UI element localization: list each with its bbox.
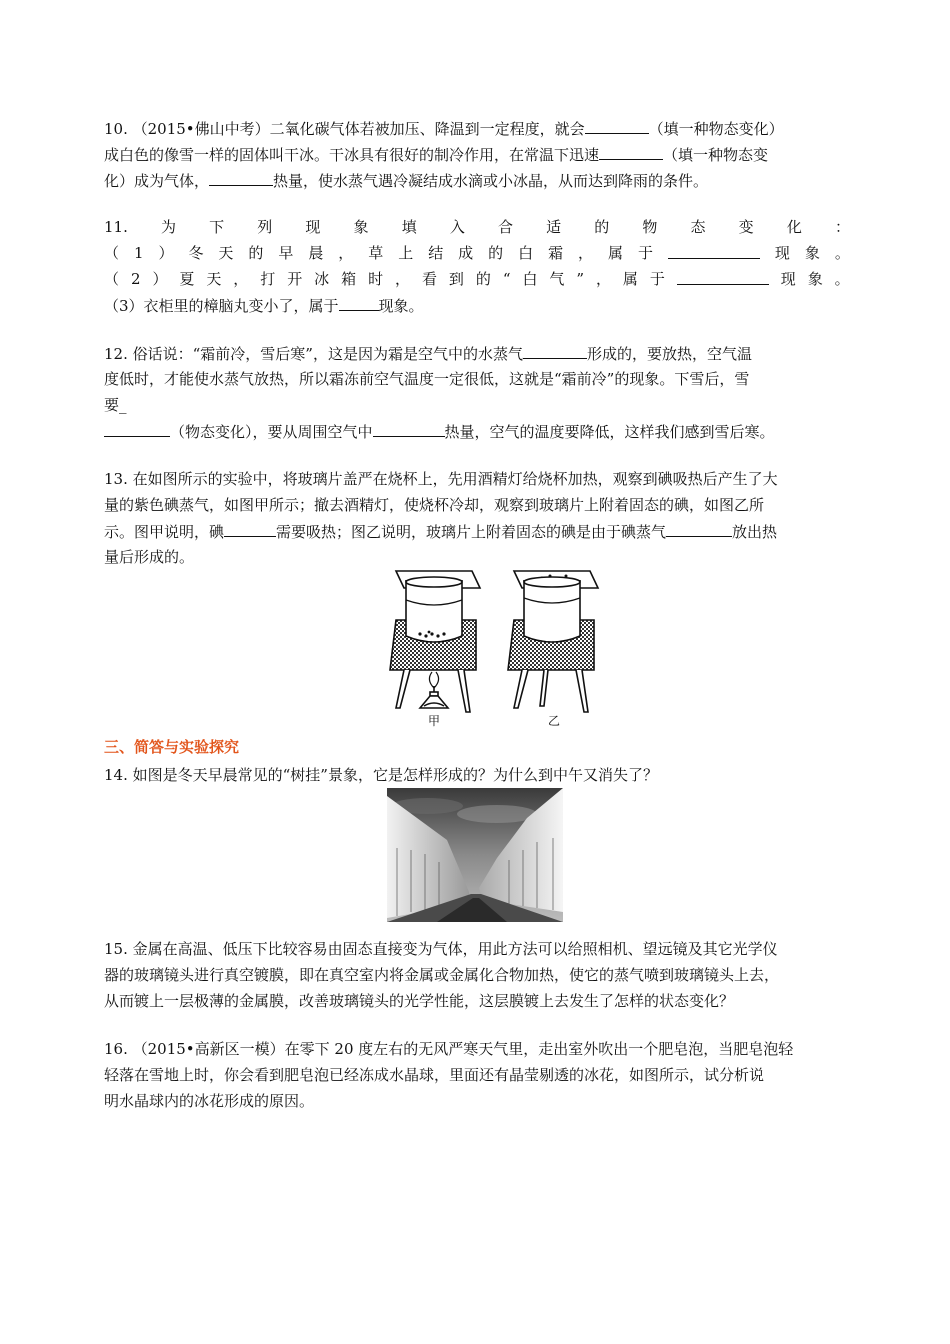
- q11-blank-2: [677, 266, 769, 285]
- q11-line-2: [104, 240, 850, 266]
- q11-char: “: [502, 270, 511, 288]
- q11-char: 的: [475, 270, 491, 288]
- stand-leg-a2: [458, 670, 470, 712]
- q11-char: ，: [338, 244, 354, 262]
- question-15: [104, 936, 850, 1014]
- q11-char: 看: [421, 270, 437, 288]
- q11-char: ，: [233, 270, 249, 288]
- alcohol-lamp: [420, 672, 448, 708]
- q11-char: 变: [738, 218, 754, 236]
- q12-blank-1: [523, 340, 587, 359]
- figure-label-b: 乙: [548, 714, 561, 728]
- q11-char: ，: [595, 270, 611, 288]
- q10-text-2b: （填一种物态变: [663, 146, 769, 164]
- q11-char: 为: [160, 218, 176, 236]
- stand-leg-a1: [396, 670, 410, 708]
- q15-text-2: 器的玻璃镜头进行真空镀膜，即在真空室内将金属或金属化合物加热，使它的蒸气喷到玻璃镜头上去，: [104, 966, 780, 984]
- q11-char: 到: [448, 270, 464, 288]
- q10-blank-1: [585, 115, 649, 134]
- q13-text-3a: 示。图甲说明，碘: [104, 523, 225, 541]
- q11-char: 的: [488, 244, 504, 262]
- q11-char: 冬: [188, 244, 204, 262]
- q10-text-3a: 化）成为气体，: [104, 172, 210, 190]
- q11-char: 。: [834, 270, 850, 288]
- beaker-b: [524, 580, 580, 642]
- question-16: [104, 1036, 850, 1114]
- q15-text-3: 从而镀上一层极薄的金属膜，改善玻璃镜头的光学性能，这层膜镀上去发生了怎样的状态变化？: [104, 992, 735, 1010]
- q13-blank-2: [666, 518, 732, 537]
- q13-text-2: 量的紫色碘蒸气，如图甲所示；撤去酒精灯，使烧杯冷却，观察到玻璃片上附着固态的碘，如图乙所: [104, 496, 765, 514]
- q12-text-4b: 热量，空气的温度要降低，这样我们感到雪后寒。: [444, 423, 775, 441]
- question-13: [104, 466, 850, 570]
- q16-text-3: 明水晶球内的冰花形成的原因。: [104, 1092, 315, 1110]
- q12-text-1a: 12. 俗话说：“霜前冷，雪后寒”，这是因为霜是空气中的水蒸气: [104, 345, 523, 363]
- q11-text-4a: （3）衣柜里的樟脑丸变小了，属于: [104, 297, 339, 315]
- q11-char: 物: [642, 218, 658, 236]
- q11-char: 天: [206, 270, 222, 288]
- q11-char: 合: [497, 218, 513, 236]
- q11-char: ”: [576, 270, 585, 288]
- q11-char: 入: [449, 218, 465, 236]
- q11-char: ：: [834, 218, 850, 236]
- q11-char: 时: [368, 270, 384, 288]
- q11-line-3: [104, 266, 850, 292]
- q13-text-1: 13. 在如图所示的实验中，将玻璃片盖严在烧杯上，先用酒精灯给烧杯加热，观察到碘吸热后产生了大: [104, 470, 778, 488]
- q11-char: 化: [786, 218, 802, 236]
- q12-text-1b: 形成的，要放热，空气温: [586, 345, 752, 363]
- q11-char: （: [104, 244, 120, 262]
- q11-char: 属: [622, 270, 638, 288]
- q11-char: 霜: [548, 244, 564, 262]
- q11-char: 气: [549, 270, 565, 288]
- q13-blank-1: [224, 518, 276, 537]
- q11-text-4b: 现象。: [378, 297, 424, 315]
- question-11: [104, 214, 850, 318]
- stand-leg-b1: [514, 670, 528, 708]
- q11-char: 11.: [104, 218, 128, 236]
- stand-leg-b3: [540, 670, 548, 706]
- q12-blank-3: [373, 418, 445, 437]
- q11-char: 箱: [341, 270, 357, 288]
- q11-char: 2: [130, 270, 141, 288]
- q11-char: 结: [428, 244, 444, 262]
- q11-char: 冰: [314, 270, 330, 288]
- q11-char: ）: [152, 270, 168, 288]
- q10-text-1a: 10. （2015•佛山中考）二氧化碳气体若被加压、降温到一定程度，就会: [104, 120, 585, 138]
- q10-text-2a: 成白色的像雪一样的固体叫干冰。干冰具有很好的制冷作用，在常温下迅速: [104, 146, 600, 164]
- q11-char: （: [104, 270, 120, 288]
- question-12: [104, 340, 850, 444]
- q11-char: 现: [774, 244, 790, 262]
- q11-char: 填: [401, 218, 417, 236]
- q11-char: 打: [260, 270, 276, 288]
- q11-char: 1: [133, 244, 144, 262]
- q11-char: 夏: [179, 270, 195, 288]
- q11-char: 象: [353, 218, 369, 236]
- q11-char: ）: [158, 244, 174, 262]
- question-10: [104, 115, 850, 193]
- setup-b: [508, 571, 598, 728]
- figure-label-a: 甲: [428, 714, 441, 728]
- q11-char: ，: [578, 244, 594, 262]
- q11-char: 现: [780, 270, 796, 288]
- section-title: 三、简答与实验探究: [104, 738, 240, 756]
- q11-char: 成: [458, 244, 474, 262]
- q11-char: 下: [209, 218, 225, 236]
- q10-blank-2: [599, 141, 663, 160]
- q11-blank-3: [339, 292, 379, 311]
- q11-char: 于: [637, 244, 653, 262]
- stand-leg-b2: [576, 670, 588, 712]
- q13-text-3c: 放出热: [732, 523, 778, 541]
- q11-line-1: [104, 214, 850, 240]
- q11-char: 象: [804, 244, 820, 262]
- q11-char: 适: [546, 218, 562, 236]
- q11-char: 的: [594, 218, 610, 236]
- q10-blank-3: [209, 167, 273, 186]
- q12-blank-2: [104, 418, 170, 437]
- q12-text-2: 度低时，才能使水蒸气放热，所以霜冻前空气温度一定很低，这就是“霜前冷”的现象。下雪后，雪: [104, 370, 750, 388]
- q11-char: 态: [690, 218, 706, 236]
- q10-text-1b: （填一种物态变化）: [648, 120, 784, 138]
- setup-a: [390, 571, 480, 728]
- q11-char: 开: [287, 270, 303, 288]
- q11-char: 早: [278, 244, 294, 262]
- frost-trees-photo: [387, 788, 563, 922]
- q11-char: 列: [257, 218, 273, 236]
- q11-char: 白: [522, 270, 538, 288]
- q11-char: 属: [608, 244, 624, 262]
- q11-blank-1: [668, 240, 760, 259]
- q11-char: 草: [368, 244, 384, 262]
- q15-text-1: 15. 金属在高温、低压下比较容易由固态直接变为气体，用此方法可以给照相机、望远镜及其它光学仪: [104, 940, 778, 958]
- question-14: [104, 762, 850, 788]
- q11-char: 现: [305, 218, 321, 236]
- iodine-experiment-figure: [384, 568, 600, 730]
- q10-text-3b: 热量，使水蒸气遇冷凝结成水滴或小冰晶，从而达到降雨的条件。: [273, 172, 709, 190]
- q13-text-4: 量后形成的。: [104, 548, 195, 566]
- q11-char: 。: [834, 244, 850, 262]
- q11-char: 天: [218, 244, 234, 262]
- q11-char: 白: [518, 244, 534, 262]
- q11-char: 象: [807, 270, 823, 288]
- beaker-a: [406, 580, 462, 642]
- q14-text: 14. 如图是冬天早晨常见的“树挂”景象，它是怎样形成的？为什么到中午又消失了？: [104, 766, 658, 784]
- q11-char: ，: [395, 270, 411, 288]
- q11-char: 上: [398, 244, 414, 262]
- q16-text-1: 16. （2015•高新区一模）在零下 20 度左右的无风严寒天气里，走出室外吹出一个肥皂泡，当肥皂泡轻: [104, 1040, 794, 1058]
- q12-text-3: 要_: [104, 396, 127, 414]
- q11-char: 的: [248, 244, 264, 262]
- q11-char: 于: [649, 270, 665, 288]
- q12-text-4a: （物态变化），要从周围空气中: [170, 423, 373, 441]
- q11-char: 晨: [308, 244, 324, 262]
- q13-text-3b: 需要吸热；图乙说明，玻璃片上附着固态的碘是由于碘蒸气: [276, 523, 667, 541]
- q16-text-2: 轻落在雪地上时，你会看到肥皂泡已经冻成水晶球，里面还有晶莹剔透的冰花，如图所示，试分析说: [104, 1066, 765, 1084]
